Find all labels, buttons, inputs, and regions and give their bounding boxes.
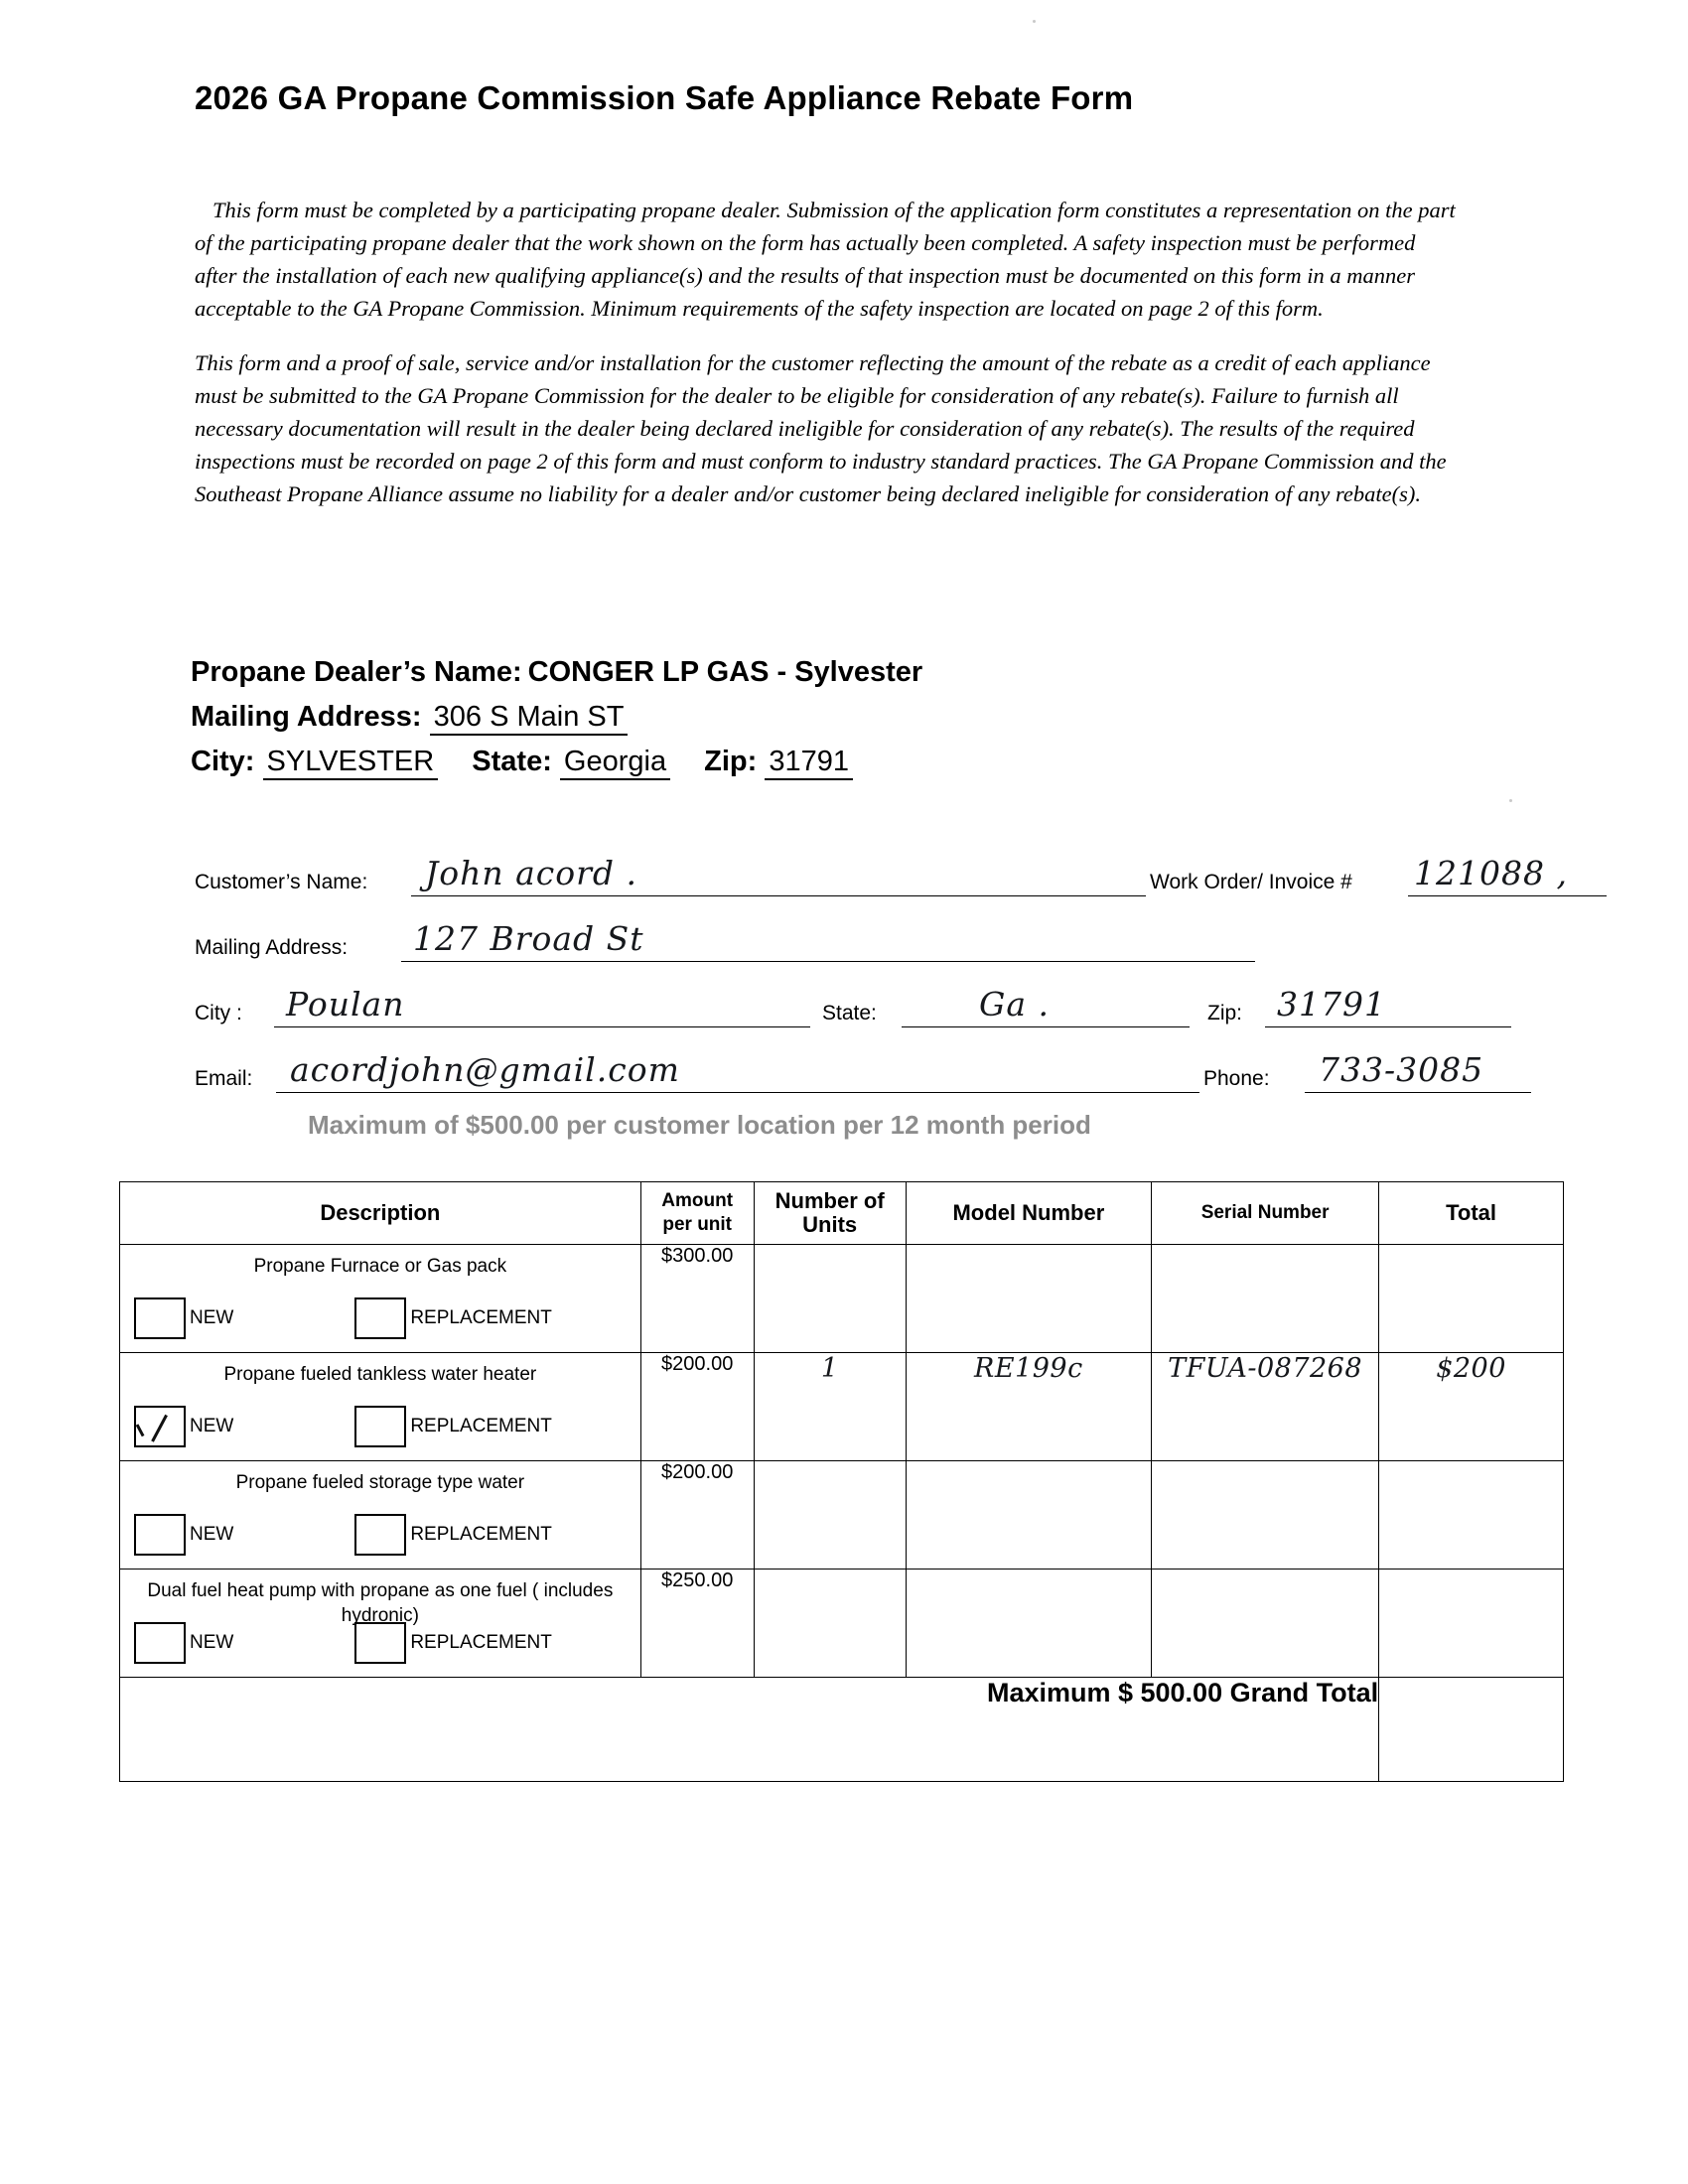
checkbox-new-label: NEW — [190, 1632, 234, 1653]
grand-total-value[interactable] — [1379, 1678, 1564, 1782]
dealer-city-label: City — [191, 746, 245, 777]
customer-address-rule — [401, 961, 1255, 962]
dealer-zip-value: 31791 — [765, 746, 853, 780]
customer-zip-value: 31791 — [1277, 985, 1386, 1024]
dealer-state-value: Georgia — [560, 746, 670, 780]
table-row — [120, 1461, 1564, 1570]
dealer-name-label: Propane Dealer’s Name: — [191, 656, 522, 688]
checkbox-replacement[interactable] — [354, 1406, 406, 1447]
header-amount-line2: per unit — [662, 1214, 733, 1235]
table-row — [120, 1353, 1564, 1461]
table-row — [120, 1245, 1564, 1353]
customer-email-value: acordjohn@gmail.com — [290, 1050, 680, 1089]
row-units-cell[interactable] — [754, 1245, 906, 1353]
intro-text — [195, 194, 1456, 532]
row-checkbox-group — [120, 1297, 640, 1339]
customer-email-row — [195, 1035, 1484, 1101]
intro-paragraph-2: This form and a proof of sale, service and/or installation for the customer reflecting the amount of the rebate as a credit of each appliance must be submitted to the GA Propane Commission for the dealer to be eligible for consideration of any rebate(s). Failure to furnish all necessary documentation will result in the dealer being declared ineligible for consideration of any rebate(s). The results of the required inspections must be recorded on page 2 of this form and must conform to industry standard practices. The GA Propane Commission and the Southeast Propane Alliance assume no liability for a dealer and/or customer being declared ineligible for consideration of any rebate(s). — [195, 350, 1447, 506]
row-checkbox-group — [120, 1406, 640, 1447]
row-total-cell[interactable] — [1379, 1570, 1564, 1678]
row-total-cell[interactable] — [1379, 1461, 1564, 1570]
checkbox-new-label: NEW — [190, 1524, 234, 1545]
dealer-name-line — [191, 650, 1462, 695]
row-model-cell[interactable] — [906, 1461, 1151, 1570]
row-description-cell — [120, 1245, 641, 1353]
row-amount-cell: $200.00 — [640, 1353, 754, 1461]
header-amount-per-unit — [640, 1182, 754, 1245]
header-total: Total — [1379, 1182, 1564, 1245]
customer-state-value: Ga . — [979, 985, 1051, 1024]
customer-state-rule — [902, 1026, 1190, 1027]
customer-name-label: Customer’s Name: — [195, 871, 368, 893]
customer-address-row — [195, 904, 1476, 970]
customer-name-rule — [411, 895, 1146, 896]
customer-phone-rule — [1305, 1092, 1531, 1093]
row-description-text: Dual fuel heat pump with propane as one fuel ( includes hydronic) — [147, 1580, 614, 1626]
row-total-cell[interactable]: $200 — [1379, 1353, 1564, 1461]
row-units-cell[interactable] — [754, 1461, 906, 1570]
row-total-cell[interactable] — [1379, 1245, 1564, 1353]
row-serial-cell[interactable]: TFUA-087268 — [1152, 1353, 1379, 1461]
scan-speck — [1033, 20, 1036, 23]
row-model-cell[interactable] — [906, 1570, 1151, 1678]
customer-state-label: State: — [822, 1002, 877, 1024]
customer-phone-value: 733-3085 — [1319, 1050, 1484, 1089]
dealer-zip-label: Zip — [704, 746, 748, 777]
row-checkbox-group — [120, 1622, 640, 1664]
row-description-cell — [120, 1353, 641, 1461]
row-serial-cell[interactable] — [1152, 1461, 1379, 1570]
dealer-info-block — [191, 650, 1462, 784]
header-units-line2: Units — [802, 1212, 858, 1237]
rebate-table — [119, 1181, 1564, 1782]
row-description-cell — [120, 1570, 641, 1678]
checkbox-replacement-label: REPLACEMENT — [410, 1632, 552, 1653]
checkbox-new[interactable] — [134, 1297, 186, 1339]
scan-speck — [1509, 799, 1512, 802]
checkbox-replacement[interactable] — [354, 1297, 406, 1339]
checkbox-new[interactable] — [134, 1514, 186, 1556]
checkbox-new[interactable] — [134, 1622, 186, 1664]
row-serial-cell[interactable] — [1152, 1245, 1379, 1353]
dealer-city-value: SYLVESTER — [263, 746, 439, 780]
grand-total-row — [120, 1678, 1564, 1782]
customer-city-row — [195, 970, 1476, 1035]
table-row — [120, 1570, 1564, 1678]
customer-address-value: 127 Broad St — [413, 919, 644, 958]
checkbox-new-label: NEW — [190, 1416, 234, 1436]
dealer-city-state-zip-line: City: SYLVESTER State: Georgia Zip: 31791 — [191, 740, 1462, 784]
customer-address-label: Mailing Address: — [195, 936, 349, 959]
header-number-of-units — [754, 1182, 906, 1245]
customer-phone-label: Phone: — [1203, 1067, 1270, 1090]
customer-name-row — [195, 839, 1568, 904]
header-serial-number: Serial Number — [1152, 1182, 1379, 1245]
customer-name-value: John acord . — [425, 854, 637, 892]
row-units-cell[interactable]: 1 — [754, 1353, 906, 1461]
row-amount-cell: $300.00 — [640, 1245, 754, 1353]
dealer-address-line: Mailing Address: 306 S Main ST — [191, 695, 1462, 740]
work-order-rule — [1408, 895, 1607, 896]
intro-paragraph-1: This form must be completed by a participating propane dealer. Submission of the application form constitutes a representation on the part of the participating propane dealer that the work shown on the form has actually been completed. A safety inspection must be performed after the installation of each new qualifying appliance(s) and the results of that inspection must be documented on this form in a manner acceptable to the GA Propane Commission. Minimum requirements of the safety inspection are located on page 2 of this form. — [195, 198, 1456, 321]
row-serial-cell[interactable] — [1152, 1570, 1379, 1678]
customer-zip-rule — [1265, 1026, 1511, 1027]
customer-zip-label: Zip: — [1207, 1002, 1243, 1024]
header-description: Description — [120, 1182, 641, 1245]
customer-city-label: City : — [195, 1002, 242, 1024]
dealer-address-value: 306 S Main ST — [430, 701, 629, 736]
row-amount-cell: $200.00 — [640, 1461, 754, 1570]
checkbox-replacement-label: REPLACEMENT — [410, 1524, 552, 1545]
checkbox-replacement-label: REPLACEMENT — [410, 1416, 552, 1436]
work-order-value: 121088 , — [1414, 854, 1568, 892]
customer-city-value: Poulan — [286, 985, 405, 1024]
row-model-cell[interactable]: RE199c — [906, 1353, 1151, 1461]
customer-city-rule — [274, 1026, 810, 1027]
table-header-row — [120, 1182, 1564, 1245]
row-description-cell — [120, 1461, 641, 1570]
dealer-state-label: State — [472, 746, 543, 777]
header-model-number: Model Number — [906, 1182, 1151, 1245]
header-units-line1: Number of — [774, 1188, 885, 1213]
customer-email-rule — [276, 1092, 1199, 1093]
page-title: 2026 GA Propane Commission Safe Appliance Rebate Form — [195, 79, 1134, 116]
maximum-note: Maximum of $500.00 per customer location per 12 month period — [308, 1110, 1091, 1140]
checkbox-new[interactable] — [134, 1406, 186, 1447]
dealer-name-value: CONGER LP GAS - Sylvester — [527, 656, 923, 688]
checkbox-replacement-label: REPLACEMENT — [410, 1307, 552, 1328]
customer-email-label: Email: — [195, 1067, 253, 1090]
row-checkbox-group — [120, 1514, 640, 1556]
work-order-label: Work Order/ Invoice # — [1150, 871, 1352, 893]
dealer-address-label: Mailing Address — [191, 701, 412, 733]
checkbox-new-label: NEW — [190, 1307, 234, 1328]
row-description-text: Propane fueled tankless water heater — [223, 1364, 537, 1385]
customer-info-block — [195, 839, 1568, 1101]
row-amount-cell: $250.00 — [640, 1570, 754, 1678]
checkbox-replacement[interactable] — [354, 1622, 406, 1664]
checkbox-replacement[interactable] — [354, 1514, 406, 1556]
row-description-text: Propane Furnace or Gas pack — [253, 1256, 507, 1277]
row-description-text: Propane fueled storage type water — [235, 1472, 525, 1493]
row-model-cell[interactable] — [906, 1245, 1151, 1353]
header-amount-line1: Amount — [661, 1190, 734, 1211]
row-units-cell[interactable] — [754, 1570, 906, 1678]
grand-total-label: Maximum $ 500.00 Grand Total — [120, 1678, 1379, 1782]
